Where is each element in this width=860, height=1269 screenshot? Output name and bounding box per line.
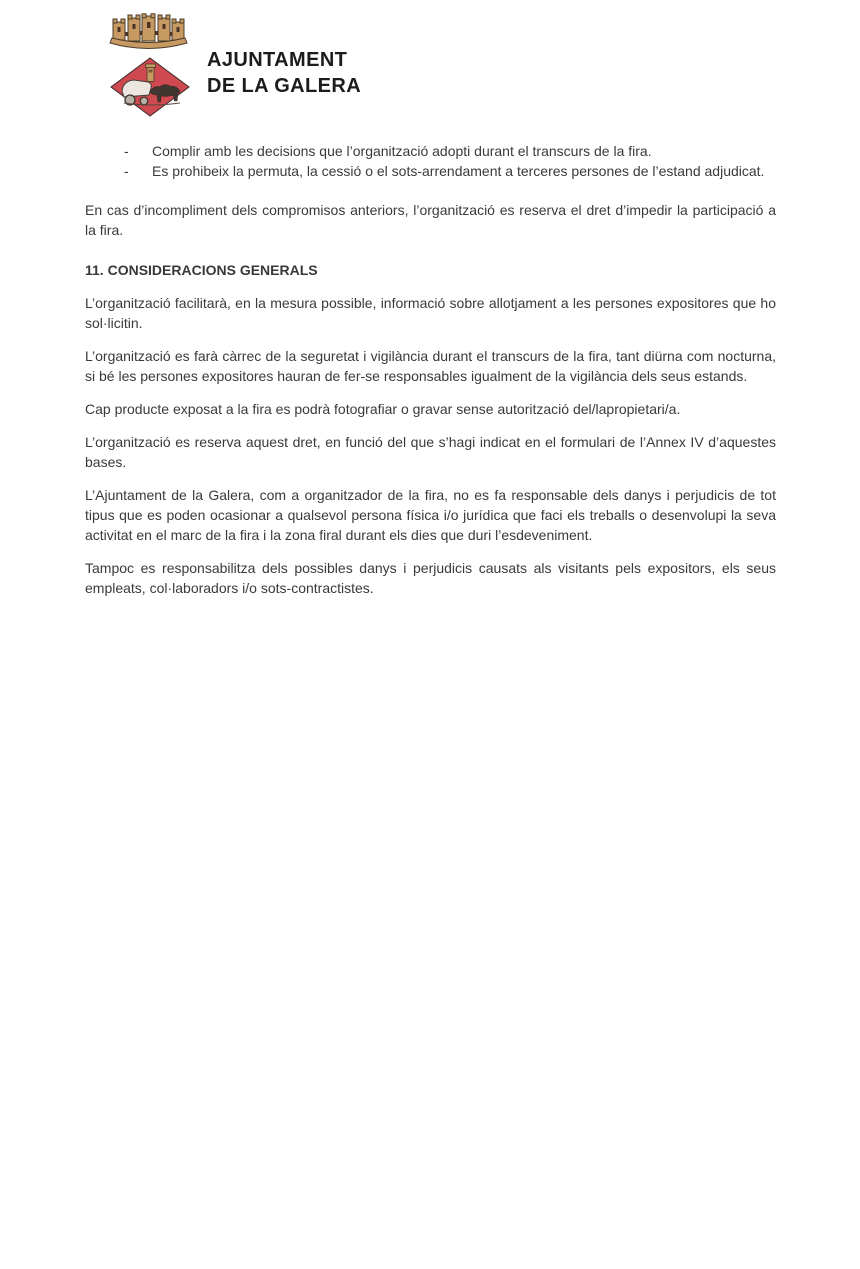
paragraph: L’Ajuntament de la Galera, com a organitzador de la fira, no es fa responsable dels danys i perjudicis de tot tipus que es poden ocasionar a qualsevol persona física i/o jurídica que faci els treballs o desenvolupi la seva activitat en el marc de la fira i la zona firal durant els dies que duri l’esdeveniment. bbox=[85, 487, 776, 543]
paragraph: L’organització facilitarà, en la mesura possible, informació sobre allotjament a les persones expositores que ho sol·licitin. bbox=[85, 295, 776, 331]
org-title bbox=[207, 47, 361, 99]
paragraph: Tampoc es responsabilitza dels possibles danys i perjudicis causats als visitants pels expositors, els seus empleats, col·laboradors i/o sots-contractistes. bbox=[85, 560, 776, 596]
list-item bbox=[85, 141, 776, 161]
org-title-line2: DE LA GALERA bbox=[207, 75, 362, 97]
coat-of-arms-logo bbox=[104, 13, 196, 119]
crown-icon bbox=[110, 14, 187, 49]
org-title-line1: AJUNTAMENT bbox=[207, 49, 348, 71]
paragraph: L’organització es reserva aquest dret, en funció del que s’hagi indicat en el formulari de l’Annex IV d’aquestes bases. bbox=[85, 434, 776, 470]
document-body bbox=[85, 141, 776, 598]
bullet-dash: - bbox=[124, 163, 129, 179]
bullet-text: Complir amb les decisions que l’organització adopti durant el transcurs de la fira. bbox=[152, 143, 652, 159]
bullet-dash: - bbox=[124, 143, 129, 159]
paragraph: Cap producte exposat a la fira es podrà fotografiar o gravar sense autorització del/lapropietari/a. bbox=[85, 401, 681, 417]
bullet-text: Es prohibeix la permuta, la cessió o el sots-arrendament a terceres persones de l’estand adjudicat. bbox=[152, 163, 765, 179]
list-item bbox=[85, 161, 776, 181]
paragraph: En cas d’incompliment dels compromisos anteriors, l’organització es reserva el dret d’impedir la participació a la fira. bbox=[85, 202, 776, 238]
section-heading: 11. CONSIDERACIONS GENERALS bbox=[85, 262, 318, 278]
shield-icon bbox=[111, 58, 189, 116]
paragraph: L’organització es farà càrrec de la seguretat i vigilància durant el transcurs de la fira, tant diürna com nocturna, si bé les persones expositores hauran de fer-se responsables igualment de la vigilància dels seus estands. bbox=[85, 348, 776, 384]
